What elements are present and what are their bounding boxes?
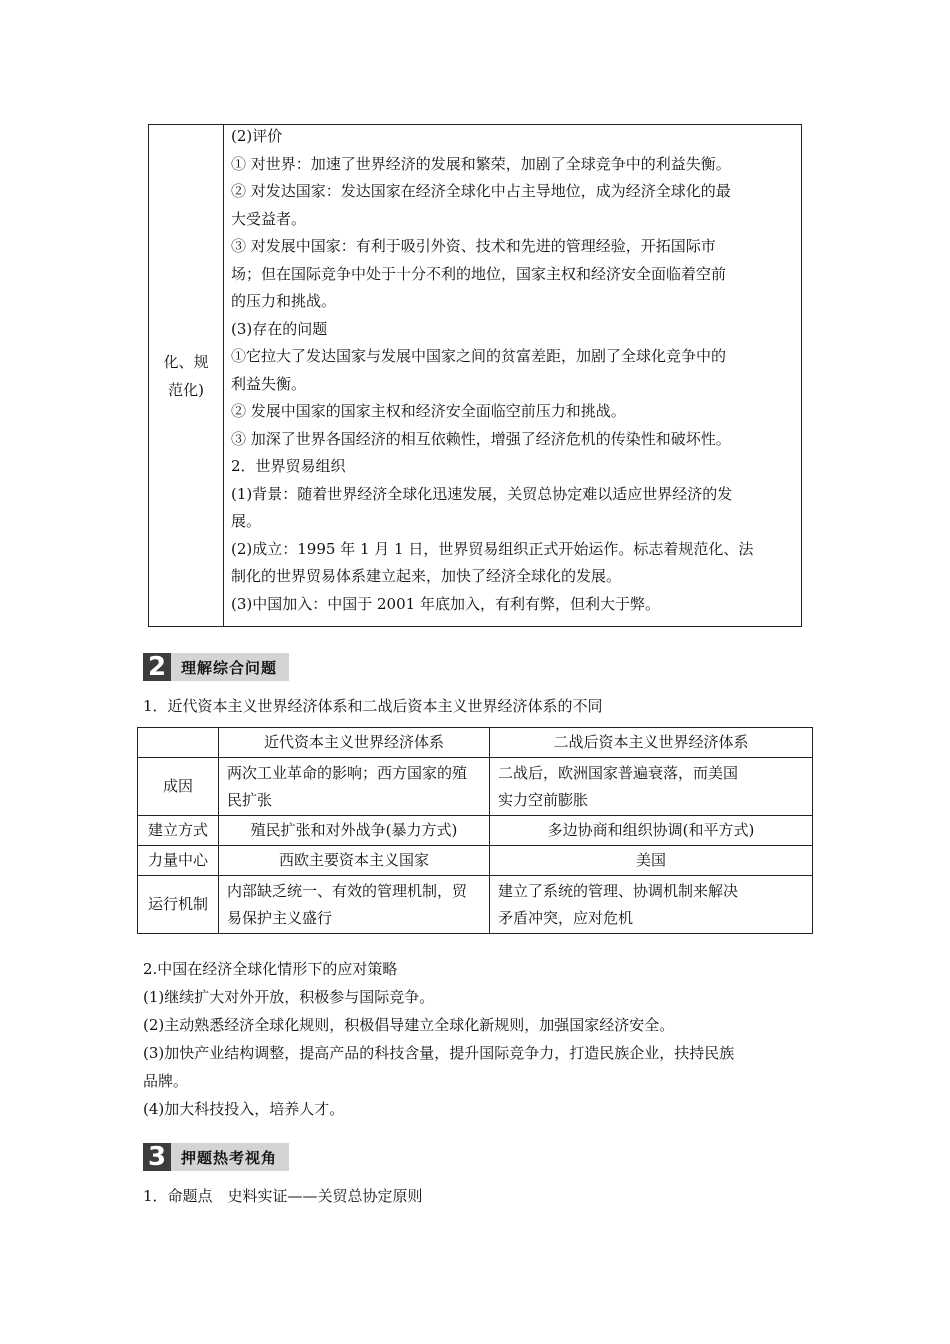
text-line: (3)存在的问题 (231, 319, 328, 338)
text-line: 场；但在国际竞争中处于十分不利的地位，国家主权和经济安全面临着空前 (231, 264, 727, 283)
proposition-point: 1．命题点 史料实证——关贸总协定原则 (143, 1187, 423, 1205)
list-item: (1)继续扩大对外开放，积极参与国际竞争。 (143, 988, 435, 1006)
header-cell (138, 728, 219, 758)
section-number: 3 (143, 1143, 171, 1171)
strategy-title: 2.中国在经济全球化情形下的应对策略 (143, 960, 398, 978)
table-cell: 殖民扩张和对外战争(暴力方式) (219, 816, 490, 846)
text-line: ①它拉大了发达国家与发展中国家之间的贫富差距，加剧了全球化竞争中的 (231, 347, 727, 365)
table-cell: 建立了系统的管理、协调机制来解决 矛盾冲突，应对危机 (490, 876, 813, 934)
text-line: 展。 (231, 512, 262, 530)
section-2-header (143, 653, 289, 681)
table-cell: 西欧主要资本主义国家 (219, 846, 490, 876)
list-item: 品牌。 (143, 1072, 189, 1090)
table-cell: 美国 (490, 846, 813, 876)
header-cell: 近代资本主义世界经济体系 (219, 728, 490, 758)
table-left-cell (149, 125, 224, 626)
table-row (138, 758, 813, 816)
text-line: ③ 加深了世界各国经济的相互依赖性，增强了经济危机的传染性和破坏性。 (231, 429, 731, 448)
table-header-row (138, 728, 813, 758)
table-row (138, 846, 813, 876)
text-line: 的压力和挑战。 (231, 292, 337, 310)
text-line: (2)成立：1995 年 1 月 1 日，世界贸易组织正式开始运作。标志着规范化、法 (231, 539, 754, 558)
text-line: (1)背景：随着世界经济全球化迅速发展，关贸总协定难以适应世界经济的发 (231, 484, 733, 503)
text-line: ① 对世界：加速了世界经济的发展和繁荣，加剧了全球竞争中的利益失衡。 (231, 154, 731, 173)
table-cell: 内部缺乏统一、有效的管理机制，贸 易保护主义盛行 (219, 876, 490, 934)
row-label: 力量中心 (138, 846, 219, 876)
comparison-table (137, 727, 813, 934)
text-line: (3)中国加入：中国于 2001 年底加入，有利有弊，但利大于弊。 (231, 594, 660, 613)
table-left-label: 化、规 范化) (163, 352, 209, 399)
text-line: 大受益者。 (231, 209, 307, 228)
text-line: ③ 对发展中国家：有利于吸引外资、技术和先进的管理经验，开拓国际市 (231, 237, 716, 255)
table-cell: 多边协商和组织协调(和平方式) (490, 816, 813, 846)
section-title: 押题热考视角 (171, 1143, 289, 1171)
table-cell: 二战后，欧洲国家普遍衰落，而美国 实力空前膨胀 (490, 758, 813, 816)
section-number: 2 (143, 653, 171, 681)
comparison-heading: 1．近代资本主义世界经济体系和二战后资本主义世界经济体系的不同 (143, 697, 603, 715)
text-line: 2．世界贸易组织 (231, 457, 346, 475)
row-label: 成因 (138, 758, 219, 816)
row-label: 运行机制 (138, 876, 219, 934)
text-line: ② 发展中国家的国家主权和经济安全面临空前压力和挑战。 (231, 402, 626, 420)
text-line: 利益失衡。 (231, 374, 307, 393)
text-line: ② 对发达国家：发达国家在经济全球化中占主导地位，成为经济全球化的最 (231, 182, 731, 200)
table-cell: 两次工业革命的影响；西方国家的殖 民扩张 (219, 758, 490, 816)
section-3-header (143, 1143, 289, 1171)
row-label: 建立方式 (138, 816, 219, 846)
text-line: (2)评价 (231, 127, 283, 145)
header-cell: 二战后资本主义世界经济体系 (490, 728, 813, 758)
text-line: 制化的世界贸易体系建立起来，加快了经济全球化的发展。 (231, 567, 622, 585)
list-item: (4)加大科技投入，培养人才。 (143, 1100, 345, 1118)
evaluation-table (148, 124, 802, 627)
table-row (138, 816, 813, 846)
strategy-list (143, 955, 808, 1123)
section-title: 理解综合问题 (171, 653, 289, 681)
table-right-cell (231, 123, 797, 618)
list-item: (3)加快产业结构调整，提高产品的科技含量，提升国际竞争力，打造民族企业，扶持民族 (143, 1044, 735, 1062)
table-row (138, 876, 813, 934)
list-item: (2)主动熟悉经济全球化规则，积极倡导建立全球化新规则，加强国家经济安全。 (143, 1016, 675, 1034)
